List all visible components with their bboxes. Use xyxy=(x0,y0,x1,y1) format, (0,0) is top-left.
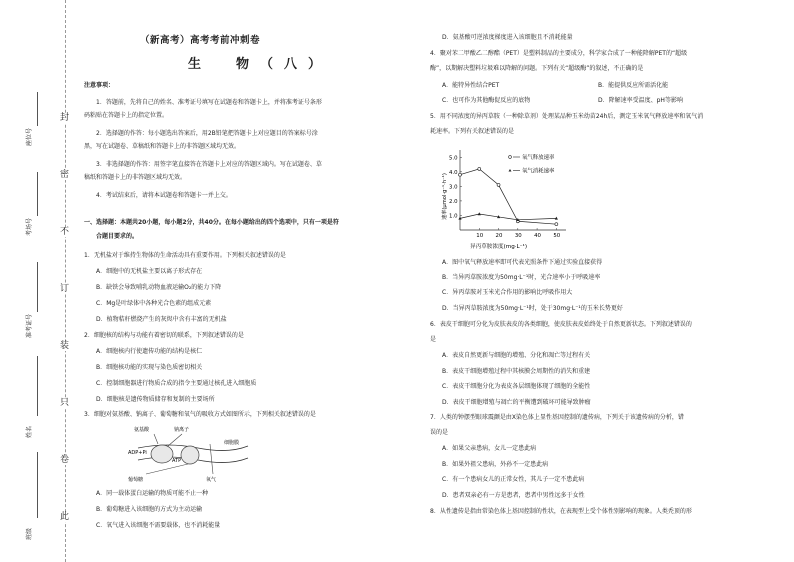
data-point-s1-1 xyxy=(478,212,481,215)
option: D．植物秸秆燃烧产生的灰烬中含有丰富的无机盐 xyxy=(96,316,227,323)
x-tick-label: 50 xyxy=(553,233,561,239)
label-sodium: 钠离子 xyxy=(174,427,190,433)
option: C．控制细胞器进行物质合成的指令主要通过核孔进入细胞质 xyxy=(96,380,257,387)
option: D．患者双亲必有一方是患者，患者中男性远多于女性 xyxy=(442,492,585,499)
option: D．氨基酸可逆浓度梯度进入该细胞且不消耗能量 xyxy=(442,34,573,41)
series-line-1 xyxy=(460,214,556,220)
seal-char: 此 xyxy=(60,512,70,522)
option: B．表皮干细胞增殖过程中其核膜会周期性的消失和重建 xyxy=(442,368,591,375)
y-tick-label: 4.0 xyxy=(449,169,458,176)
exam-title: （新高考）高考考前冲刺卷 xyxy=(140,35,261,46)
option: A．细胞中的无机盐主要以离子形式存在 xyxy=(96,268,203,275)
notes-line: 2．选择题的作答：每小题选出答案后，用2B铅笔把答题卡上对应题目的答案标号涂 xyxy=(96,130,318,137)
field-exam-id-line xyxy=(37,262,38,312)
seal-char: 卷 xyxy=(60,455,70,465)
option: B．如果外祖父患病，外孙不一定患此病 xyxy=(442,461,549,468)
carrier-protein-1 xyxy=(151,445,173,463)
option: A．如果父亲患病，女儿一定患此病 xyxy=(442,445,537,452)
arrow-glucose xyxy=(146,464,188,474)
y-axis-label: 速率(μmol·g⁻¹·h⁻¹) xyxy=(442,173,448,220)
option: A．同一载体蛋白运输的物质可能不止一种 xyxy=(96,490,209,497)
notes-line: 码粘贴在答题卡上的指定位置。 xyxy=(84,112,169,119)
transport-diagram xyxy=(128,424,258,484)
label-reaction: ADP+Pi xyxy=(128,450,147,456)
label-amino-acid: 氨基酸 xyxy=(134,427,150,433)
option: C．有一个患病女儿的正常女性，其儿子一定不患此病 xyxy=(442,476,585,483)
notes-line: 稿纸和答题卡上的非答题区域均无效。 xyxy=(84,174,187,181)
field-class-line xyxy=(37,452,38,518)
label-atp: ATP xyxy=(172,458,182,464)
question-stem: 8．从性遗传是指由常染色体上基因控制的性状，在表现型上受个体性别影响的现象。人类秃顶的形 xyxy=(430,508,692,515)
data-point-s0-0 xyxy=(459,173,462,176)
y-tick-label: 3.0 xyxy=(449,184,458,191)
x-tick-label: 20 xyxy=(495,233,503,239)
data-point-s0-2 xyxy=(497,183,500,186)
option: D．细胞核是遗传物质储存和复制的主要场所 xyxy=(96,396,215,403)
option: C．Mg是叶绿体中各种光合色素的组成元素 xyxy=(96,300,212,307)
x-tick-label: 10 xyxy=(476,233,484,239)
seal-char: 不 xyxy=(60,227,70,237)
carrier-protein-2 xyxy=(181,446,199,464)
option: B．细胞核功能的实现与染色质密切相关 xyxy=(96,364,203,371)
y-tick-label: 1.0 xyxy=(449,213,458,220)
y-tick-label: 5.0 xyxy=(449,155,458,162)
question-stem: 3．细胞对氨基酸、钠离子、葡萄糖和氧气的吸收方式如图所示，下列相关叙述错误的是 xyxy=(84,411,316,418)
oxygen-rate-chart xyxy=(438,144,573,252)
option: B．缺铁会导致哺乳动物血液运输O₂的能力下降 xyxy=(96,284,222,291)
option: C．表皮干细胞分化为表皮各层细胞体现了细胞的全能性 xyxy=(442,383,591,390)
x-tick-label: 40 xyxy=(534,233,541,239)
question-stem: 5．用不同浓度的异丙草胺（一种除草剂）处理某品种玉米幼苗24h后，测定玉米氧气释放速率和氧气消 xyxy=(430,113,704,120)
data-point-s0-4 xyxy=(555,223,558,226)
series-line-0 xyxy=(460,169,556,224)
field-exam-id: 准考证号 xyxy=(26,313,33,338)
seal-char: 封 xyxy=(60,113,70,123)
arrow-oxygen xyxy=(210,444,213,474)
section-heading: 一、选择题：本题共20小题，每小题2分，共40分。在每小题给出的四个选项中，只有一项是符 xyxy=(84,219,339,226)
label-membrane: 细胞膜 xyxy=(224,440,240,446)
question-stem: 4．聚对苯二甲酸乙二醇酯（PET）是塑料制品的主要成分，科学家合成了一种能降解PET的“超级 xyxy=(430,50,688,57)
notes-line: 1．答题前，先将自己的姓名、准考证号填写在试题卷和答题卡上，并将准考证号条形 xyxy=(96,99,322,106)
label-glucose: 葡萄糖 xyxy=(128,477,144,483)
legend-consume-marker xyxy=(509,169,512,172)
binding-line xyxy=(65,0,66,562)
subject-title: 生 物（八） xyxy=(188,57,333,72)
field-name-line xyxy=(37,356,38,416)
field-name: 姓名 xyxy=(26,425,33,438)
option: B．能提供反应所需活化能 xyxy=(598,82,669,89)
option: D．降解速率受温度、pH等影响 xyxy=(598,97,683,104)
option: B．葡萄糖进入该细胞的方式为主动运输 xyxy=(96,506,203,513)
notes-heading: 注意事项： xyxy=(84,82,115,89)
notes-line: 3．非选择题的作答：用签字笔直接答在答题卡上对应的答题区域内。写在试题卷、草 xyxy=(96,161,322,168)
seal-char: 装 xyxy=(60,341,70,351)
seal-char: 订 xyxy=(60,284,70,294)
notes-line: 4．考试结束后，请将本试题卷和答题卡一并上交。 xyxy=(96,192,232,199)
legend-consume-label: 氧气消耗速率 xyxy=(522,168,555,175)
legend-release-label: 氧气释放速率 xyxy=(522,155,555,161)
question-stem: 是 xyxy=(430,336,437,343)
arrow-amino xyxy=(154,434,158,444)
question-stem: 7．人类的钟摆型眼球震颤是由X染色体上显性基因控制的遗传病，下列关于该遗传病的分析，错 xyxy=(430,414,684,421)
notes-line: 黑，写在试题卷、草稿纸和答题卡上的非答题区域均无效。 xyxy=(84,143,241,150)
option: A．图中氧气释放速率即可代表光照条件下通过实验直接获得 xyxy=(442,259,603,266)
field-room-line xyxy=(37,172,38,216)
data-point-s0-1 xyxy=(478,167,481,170)
field-room: 考场号 xyxy=(26,217,33,236)
x-tick-label: 30 xyxy=(514,233,522,239)
question-stem: 耗速率。下列有关叙述错误的是 xyxy=(430,128,515,135)
option: A．表皮自然更新与细胞的增殖、分化和凋亡等过程有关 xyxy=(442,352,591,359)
field-seat-line xyxy=(37,92,38,126)
field-class: 班级 xyxy=(26,527,33,540)
field-seat: 座位号 xyxy=(26,127,33,146)
question-stem: 2．细胞核的结构与功能有着密切的联系，下列叙述错误的是 xyxy=(84,332,244,339)
option: D．当异丙草胺浓度为50mg·L⁻¹时，处于30mg·L⁻¹的玉米长势更好 xyxy=(442,305,623,312)
option: C．也可作为其他酶促反应的底物 xyxy=(442,97,531,104)
question-stem: 1．无机盐对于维持生物体的生命活动具有重要作用。下列相关叙述错误的是 xyxy=(84,252,286,259)
section-heading: 合题目要求的。 xyxy=(96,233,139,240)
seal-char: 只 xyxy=(60,398,70,408)
question-stem: 误的是 xyxy=(430,429,449,436)
option: D．表皮干细胞增殖与凋亡的平衡遭到破坏可能导致肿瘤 xyxy=(442,399,591,406)
label-oxygen: 氧气 xyxy=(206,477,217,483)
option: C．异丙草胺对玉米光合作用的影响比呼吸作用大 xyxy=(442,289,573,296)
option: A．能特异性结合PET xyxy=(442,82,500,89)
legend-release-marker xyxy=(509,156,512,159)
question-stem: 6．表皮干细胞可分化为皮肤表皮的各类细胞，使皮肤表皮始终处于自然更新状态。下列叙述错误的 xyxy=(430,321,692,328)
question-stem: 酶”，以期解决塑料垃圾难以降解的问题。下列有关“超级酶”的叙述，不正确的是 xyxy=(430,65,644,72)
option: B．当异丙草胺浓度为50mg·L⁻¹时，光合速率小于呼吸速率 xyxy=(442,274,601,281)
option: A．细胞核内行使遗传功能的结构是核仁 xyxy=(96,348,203,355)
arrow-sodium xyxy=(168,434,182,446)
y-tick-label: 2.0 xyxy=(449,198,458,205)
seal-char: 密 xyxy=(60,170,70,180)
x-axis-label: 异丙草胺浓度(mg·L⁻¹) xyxy=(470,244,528,250)
option: C．氧气进入该细胞不需要载体，也不消耗能量 xyxy=(96,522,221,529)
